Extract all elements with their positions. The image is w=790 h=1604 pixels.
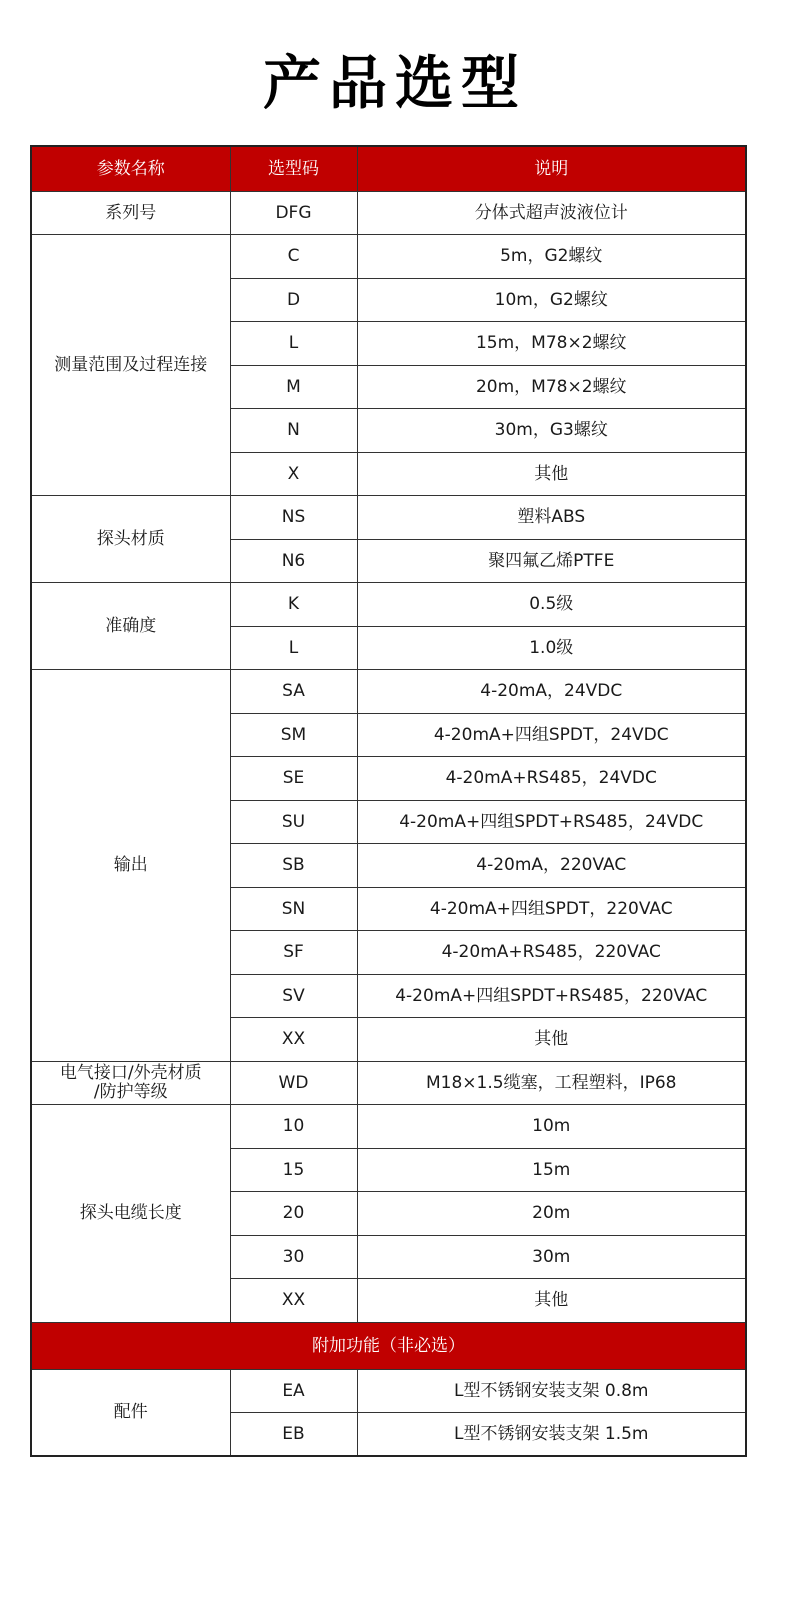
option-desc: 其他 <box>357 1018 746 1062</box>
option-code: L <box>230 322 357 366</box>
option-code: X <box>230 452 357 496</box>
param-name-line1: 电气接口/外壳材质 <box>59 1062 202 1083</box>
option-code: XX <box>230 1018 357 1062</box>
option-code: SU <box>230 800 357 844</box>
param-name: 输出 <box>31 670 230 1062</box>
option-desc: 15m <box>357 1148 746 1192</box>
option-code: NS <box>230 496 357 540</box>
table-row <box>31 191 746 235</box>
option-desc: L型不锈钢安装支架 1.5m <box>357 1413 746 1457</box>
param-name-line2: /防护等级 <box>93 1081 168 1102</box>
option-desc: 4-20mA+四组SPDT，220VAC <box>357 887 746 931</box>
option-desc: 4-20mA，220VAC <box>357 844 746 888</box>
option-desc: 5m，G2螺纹 <box>357 235 746 279</box>
option-desc: 10m，G2螺纹 <box>357 278 746 322</box>
page-title: 产品选型 <box>262 49 527 117</box>
option-code: 10 <box>230 1105 357 1149</box>
option-desc: 4-20mA+RS485，220VAC <box>357 931 746 975</box>
header-param-name: 参数名称 <box>31 146 230 191</box>
option-code: SB <box>230 844 357 888</box>
param-name: 探头材质 <box>31 496 230 583</box>
option-desc: 15m，M78×2螺纹 <box>357 322 746 366</box>
option-desc: 4-20mA+四组SPDT，24VDC <box>357 713 746 757</box>
option-code: 15 <box>230 1148 357 1192</box>
table-row <box>31 496 746 540</box>
option-code: DFG <box>230 191 357 235</box>
option-code: SA <box>230 670 357 714</box>
option-desc: 20m <box>357 1192 746 1236</box>
option-code: C <box>230 235 357 279</box>
optional-features-subheader-row <box>31 1322 746 1369</box>
header-code: 选型码 <box>230 146 357 191</box>
option-desc: M18×1.5缆塞，工程塑料，IP68 <box>357 1061 746 1105</box>
table-row <box>31 235 746 279</box>
option-code: SE <box>230 757 357 801</box>
table-row <box>31 1105 746 1149</box>
option-code: EA <box>230 1369 357 1413</box>
optional-features-subheader: 附加功能（非必选） <box>31 1322 746 1369</box>
option-code: N <box>230 409 357 453</box>
option-code: 30 <box>230 1235 357 1279</box>
param-name: 测量范围及过程连接 <box>31 235 230 496</box>
option-code: SF <box>230 931 357 975</box>
option-code: SM <box>230 713 357 757</box>
option-code: SN <box>230 887 357 931</box>
option-code: WD <box>230 1061 357 1105</box>
param-name <box>31 1061 230 1105</box>
table-header-row <box>31 146 746 191</box>
param-name: 系列号 <box>31 191 230 235</box>
option-code: XX <box>230 1279 357 1323</box>
option-desc: 其他 <box>357 1279 746 1323</box>
table-row <box>31 1369 746 1413</box>
option-code: SV <box>230 974 357 1018</box>
table-row <box>31 670 746 714</box>
product-selection-table <box>30 145 747 1457</box>
param-name: 准确度 <box>31 583 230 670</box>
option-desc: 4-20mA+四组SPDT+RS485，220VAC <box>357 974 746 1018</box>
option-desc: 4-20mA+RS485，24VDC <box>357 757 746 801</box>
option-code: 20 <box>230 1192 357 1236</box>
option-desc: 20m，M78×2螺纹 <box>357 365 746 409</box>
option-code: EB <box>230 1413 357 1457</box>
option-desc: 1.0级 <box>357 626 746 670</box>
option-desc: 0.5级 <box>357 583 746 627</box>
option-desc: 塑料ABS <box>357 496 746 540</box>
option-code: L <box>230 626 357 670</box>
option-code: N6 <box>230 539 357 583</box>
option-code: D <box>230 278 357 322</box>
param-name: 探头电缆长度 <box>31 1105 230 1323</box>
option-code: K <box>230 583 357 627</box>
option-desc: 10m <box>357 1105 746 1149</box>
table-row <box>31 1061 746 1105</box>
header-description: 说明 <box>357 146 746 191</box>
option-desc: 30m <box>357 1235 746 1279</box>
option-desc: 分体式超声波液位计 <box>357 191 746 235</box>
option-code: M <box>230 365 357 409</box>
option-desc: 4-20mA，24VDC <box>357 670 746 714</box>
option-desc: L型不锈钢安装支架 0.8m <box>357 1369 746 1413</box>
option-desc: 30m，G3螺纹 <box>357 409 746 453</box>
option-desc: 4-20mA+四组SPDT+RS485，24VDC <box>357 800 746 844</box>
option-desc: 其他 <box>357 452 746 496</box>
param-name: 配件 <box>31 1369 230 1456</box>
table-row <box>31 583 746 627</box>
option-desc: 聚四氟乙烯PTFE <box>357 539 746 583</box>
